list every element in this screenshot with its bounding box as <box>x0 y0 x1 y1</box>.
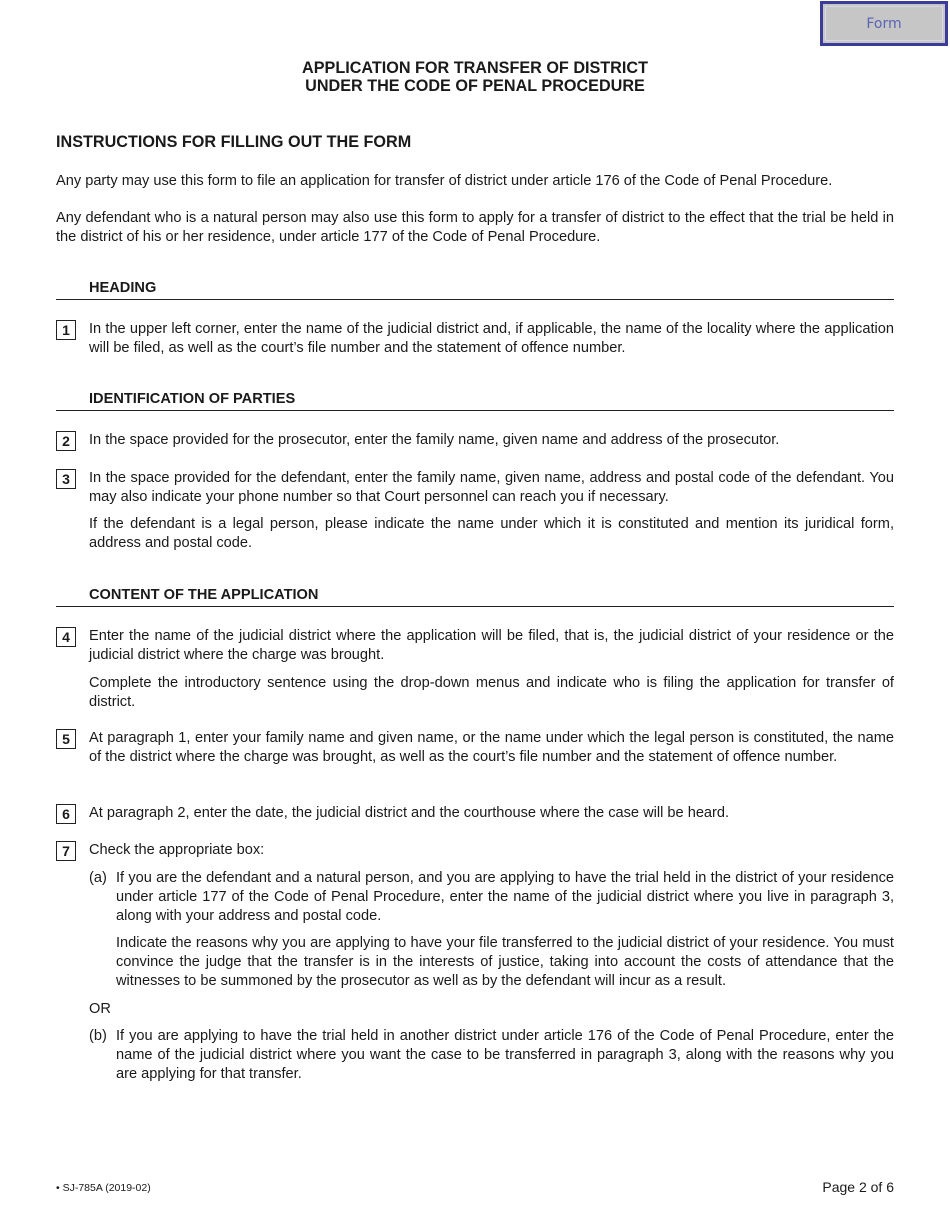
section-content-label: CONTENT OF THE APPLICATION <box>89 587 319 603</box>
item-number-5: 5 <box>56 729 76 749</box>
item-7-b-text: If you are applying to have the trial held in another district under article 176 of the Code of Penal Procedure, enter the name of the judicial district where you want the case to be transferred in paragraph 3, along with the reasons why you are applying for that transfer. <box>116 1028 894 1082</box>
intro-paragraph-1: Any party may use this form to file an application for transfer of district under article 176 of the Code of Penal Procedure. <box>56 173 833 189</box>
form-button[interactable]: Form <box>820 1 948 46</box>
item-number-7: 7 <box>56 841 76 861</box>
section-content <box>56 586 894 607</box>
item-7-b-label: (b) <box>89 1028 107 1044</box>
item-number-3: 3 <box>56 469 76 489</box>
item-number-2: 2 <box>56 431 76 451</box>
item-7-a-text-2: Indicate the reasons why you are applying to have your file transferred to the judicial district of your residence. You must convince the judge that the transfer is in the interests of justice, taking into account the costs of attendance that the witnesses to be summoned by the prosecutor as well as by the defendant will incur as a result. <box>116 935 894 989</box>
item-3-text-2: If the defendant is a legal person, please indicate the name under which it is constituted and mention its juridical form, address and postal code. <box>89 516 894 551</box>
page-number: Page 2 of 6 <box>822 1179 894 1195</box>
section-parties <box>56 390 894 411</box>
item-7-a-label: (a) <box>89 870 107 886</box>
item-4-text-2: Complete the introductory sentence using the drop-down menus and indicate who is filing the application for transfer of district. <box>89 675 894 710</box>
section-parties-label: IDENTIFICATION OF PARTIES <box>89 391 296 407</box>
item-7-a-text: If you are the defendant and a natural person, and you are applying to have the trial held in the district of your residence under article 177 of the Code of Penal Procedure, enter the name of the judicial district where you live in paragraph 3, along with your address and postal code. <box>116 870 894 924</box>
item-6-text: At paragraph 2, enter the date, the judicial district and the courthouse where the case will be heard. <box>89 805 730 821</box>
item-7-text: Check the appropriate box: <box>89 842 265 858</box>
item-number-1: 1 <box>56 320 76 340</box>
section-heading-label: HEADING <box>89 280 157 296</box>
section-heading <box>56 279 894 300</box>
title-line-2: UNDER THE CODE OF PENAL PROCEDURE <box>305 77 645 95</box>
intro-paragraph-2: Any defendant who is a natural person may also use this form to apply for a transfer of district to the effect that the trial be held in the district of his or her residence, under article 177 of the Code of Penal Procedure. <box>56 210 894 245</box>
form-code: • SJ-785A (2019-02) <box>56 1182 151 1194</box>
instructions-heading: INSTRUCTIONS FOR FILLING OUT THE FORM <box>56 133 412 151</box>
title-line-1: APPLICATION FOR TRANSFER OF DISTRICT <box>302 59 648 77</box>
item-5-text: At paragraph 1, enter your family name and given name, or the name under which the legal person is constituted, the name of the district where the charge was brought, as well as the court’s file number and the statement of offence number. <box>89 730 894 765</box>
item-3-text: In the space provided for the defendant, enter the family name, given name, address and postal code of the defendant. You may also indicate your phone number so that Court personnel can reach you if necessary. <box>89 470 894 505</box>
page-title <box>0 59 950 95</box>
item-number-6: 6 <box>56 804 76 824</box>
item-7-or: OR <box>89 1001 111 1017</box>
item-2-text: In the space provided for the prosecutor, enter the family name, given name and address of the prosecutor. <box>89 432 780 448</box>
item-4-text: Enter the name of the judicial district where the application will be filed, that is, the judicial district of your residence or the judicial district where the charge was brought. <box>89 628 894 663</box>
item-number-4: 4 <box>56 627 76 647</box>
item-1-text: In the upper left corner, enter the name of the judicial district and, if applicable, the name of the locality where the application will be filed, as well as the court’s file number and the statement of offence number. <box>89 321 894 356</box>
